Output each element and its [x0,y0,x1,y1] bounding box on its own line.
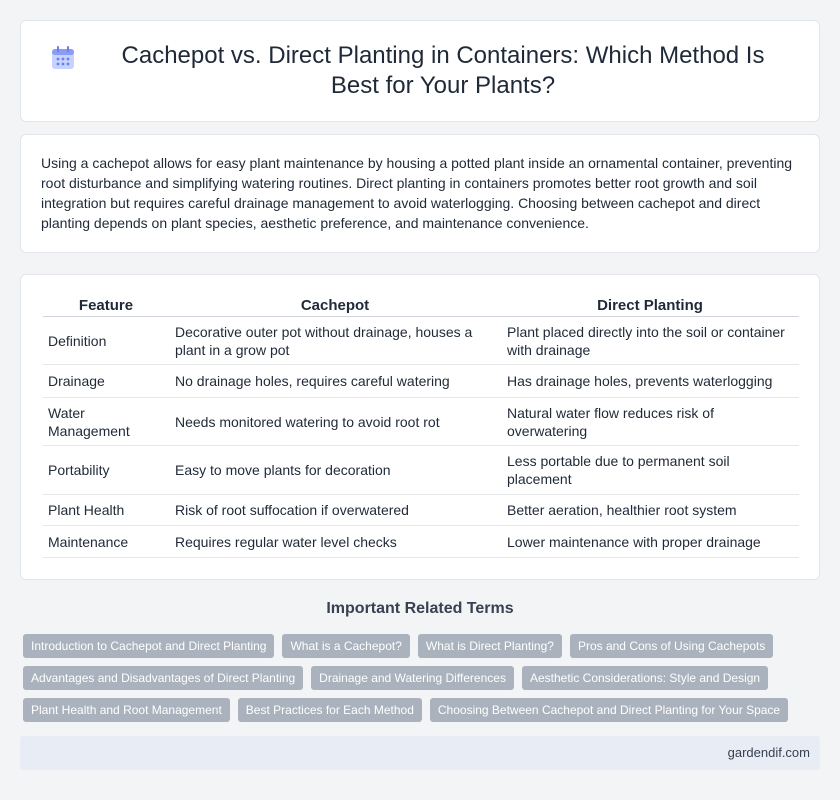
feature-cell: Drainage [43,365,169,398]
comparison-table [43,293,799,558]
related-tag-what-is-direct-planting[interactable]: What is Direct Planting? [418,634,562,658]
feature-cell: Water Management [43,398,169,446]
cachepot-cell: No drainage holes, requires careful watering [169,365,501,398]
footer-site-link[interactable]: gardendif.com [727,745,810,760]
table-row [43,317,799,365]
cachepot-cell: Requires regular water level checks [169,526,501,558]
page-title: Cachepot vs. Direct Planting in Containers: Which Method Is Best for Your Plants? [121,42,765,99]
table-row [43,526,799,558]
direct-planting-cell: Better aeration, healthier root system [501,495,799,526]
related-tag-what-is-cachepot[interactable]: What is a Cachepot? [282,634,409,658]
direct-planting-cell: Has drainage holes, prevents waterlogging [501,365,799,398]
table-row [43,365,799,398]
related-terms-heading: Important Related Terms [326,600,514,617]
cachepot-cell: Easy to move plants for decoration [169,446,501,495]
table-row [43,398,799,446]
feature-cell: Plant Health [43,495,169,526]
related-tag-aesthetic[interactable]: Aesthetic Considerations: Style and Design [522,666,768,690]
related-tag-choosing[interactable]: Choosing Between Cachepot and Direct Planting for Your Space [430,698,788,722]
cachepot-cell: Decorative outer pot without drainage, houses a plant in a grow pot [169,317,501,365]
related-tag-introduction[interactable]: Introduction to Cachepot and Direct Planting [23,634,274,658]
feature-cell: Definition [43,317,169,365]
header-direct-planting: Direct Planting [501,293,799,317]
direct-planting-cell: Plant placed directly into the soil or container with drainage [501,317,799,365]
direct-planting-cell: Less portable due to permanent soil placement [501,446,799,495]
feature-cell: Portability [43,446,169,495]
title-card [20,20,820,122]
related-tag-best-practices[interactable]: Best Practices for Each Method [238,698,422,722]
related-tag-plant-health[interactable]: Plant Health and Root Management [23,698,230,722]
comparison-card [20,274,820,580]
direct-planting-cell: Lower maintenance with proper drainage [501,526,799,558]
calendar-icon [50,45,76,71]
related-terms-list [23,634,823,730]
cachepot-cell: Risk of root suffocation if overwatered [169,495,501,526]
intro-paragraph: Using a cachepot allows for easy plant maintenance by housing a potted plant inside an ornamental container, preventing root disturbance and simplifying watering routines. Direct planting in containers promotes better root growth and soil integration but requires careful drainage management to avoid waterlogging. Choosing between cachepot and direct planting depends on plant species, aesthetic preference, and maintenance convenience. [41,155,793,231]
intro-card [20,134,820,253]
cachepot-cell: Needs monitored watering to avoid root rot [169,398,501,446]
footer [20,736,820,770]
table-row [43,495,799,526]
related-tag-pros-cons-cachepots[interactable]: Pros and Cons of Using Cachepots [570,634,773,658]
table-row [43,446,799,495]
header-cachepot: Cachepot [169,293,501,317]
related-tag-advantages-direct-planting[interactable]: Advantages and Disadvantages of Direct Planting [23,666,303,690]
header-feature: Feature [43,293,169,317]
related-tag-drainage-watering[interactable]: Drainage and Watering Differences [311,666,514,690]
feature-cell: Maintenance [43,526,169,558]
direct-planting-cell: Natural water flow reduces risk of overwatering [501,398,799,446]
table-header-row [43,293,799,317]
